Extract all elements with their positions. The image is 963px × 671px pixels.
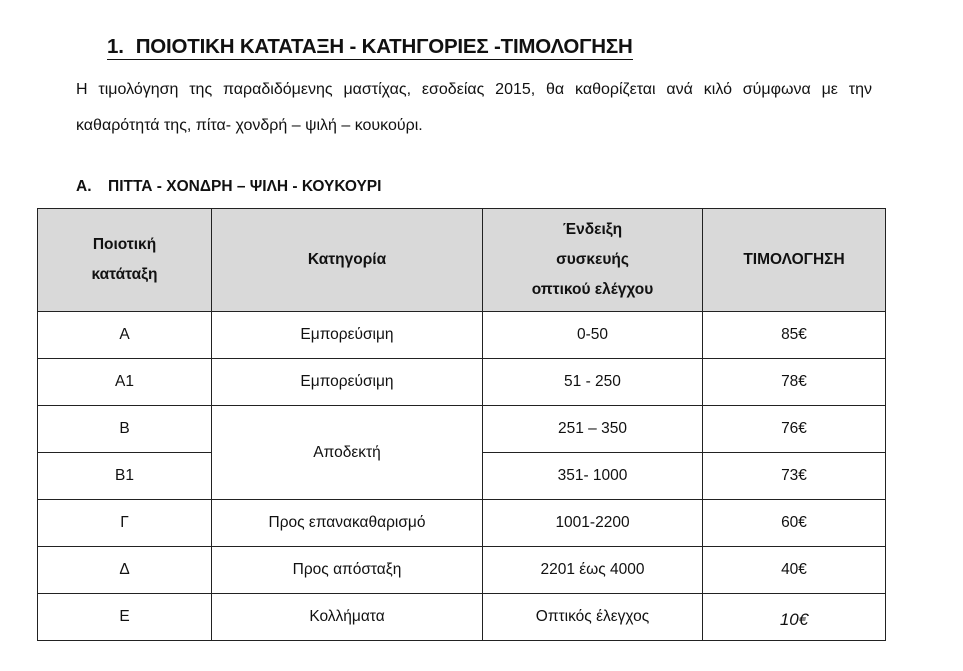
- cell-price-text: 10€: [779, 610, 809, 629]
- intro-paragraph-line-1: Η τιμολόγηση της παραδιδόμενης μαστίχας, εσοδείας 2015, θα καθορίζεται ανά κιλό σύμφωνα με την: [76, 81, 872, 98]
- cell-category: Κολλήματα: [212, 594, 483, 641]
- cell-reading: 2201 έως 4000: [483, 547, 703, 594]
- table-row: [38, 500, 886, 547]
- table-row: [38, 359, 886, 406]
- intro-paragraph: [76, 72, 872, 144]
- subsection-heading: [76, 177, 381, 197]
- table-row: [38, 594, 886, 641]
- header-reading: Ένδειξη συσκευής οπτικού ελέγχου: [483, 209, 703, 312]
- cell-grade: Α: [38, 312, 212, 359]
- header-grade: Ποιοτική κατάταξη: [38, 209, 212, 312]
- cell-price: 85€: [703, 312, 886, 359]
- table-header-row: [38, 209, 886, 312]
- cell-price: 60€: [703, 500, 886, 547]
- table-row: [38, 406, 886, 453]
- cell-category: Εμπορεύσιμη: [212, 359, 483, 406]
- cell-grade: Γ: [38, 500, 212, 547]
- cell-reading: 0-50: [483, 312, 703, 359]
- cell-grade: Α1: [38, 359, 212, 406]
- cell-category: Εμπορεύσιμη: [212, 312, 483, 359]
- table-row: [38, 547, 886, 594]
- cell-reading: Οπτικός έλεγχος: [483, 594, 703, 641]
- cell-grade: Β: [38, 406, 212, 453]
- cell-price: 73€: [703, 453, 886, 500]
- cell-price: [703, 594, 886, 641]
- cell-price: 78€: [703, 359, 886, 406]
- section-heading: [107, 35, 633, 60]
- cell-reading: 51 - 250: [483, 359, 703, 406]
- cell-category: Προς απόσταξη: [212, 547, 483, 594]
- section-number: 1.: [107, 35, 124, 58]
- subsection-letter: Α.: [76, 178, 92, 195]
- intro-paragraph-line-2: καθαρότητά της, πίτα- χονδρή – ψιλή – κουκούρι.: [76, 117, 423, 134]
- cell-price: 40€: [703, 547, 886, 594]
- pricing-table: [37, 208, 886, 641]
- header-pricing: ΤΙΜΟΛΟΓΗΣΗ: [703, 209, 886, 312]
- cell-category: Προς επανακαθαρισμό: [212, 500, 483, 547]
- header-category: Κατηγορία: [212, 209, 483, 312]
- subsection-title: ΠΙΤΤΑ - ΧΟΝΔΡΗ – ΨΙΛΗ - ΚΟΥΚΟΥΡΙ: [108, 178, 382, 195]
- cell-grade: Δ: [38, 547, 212, 594]
- cell-grade: Β1: [38, 453, 212, 500]
- table-row: [38, 312, 886, 359]
- cell-reading: 251 – 350: [483, 406, 703, 453]
- cell-category: Αποδεκτή: [212, 406, 483, 500]
- section-title: ΠΟΙΟΤΙΚΗ ΚΑΤΑΤΑΞΗ - ΚΑΤΗΓΟΡΙΕΣ -ΤΙΜΟΛΟΓΗΣΗ: [135, 35, 633, 58]
- cell-reading: 351- 1000: [483, 453, 703, 500]
- cell-reading: 1001-2200: [483, 500, 703, 547]
- cell-price: 76€: [703, 406, 886, 453]
- cell-grade: Ε: [38, 594, 212, 641]
